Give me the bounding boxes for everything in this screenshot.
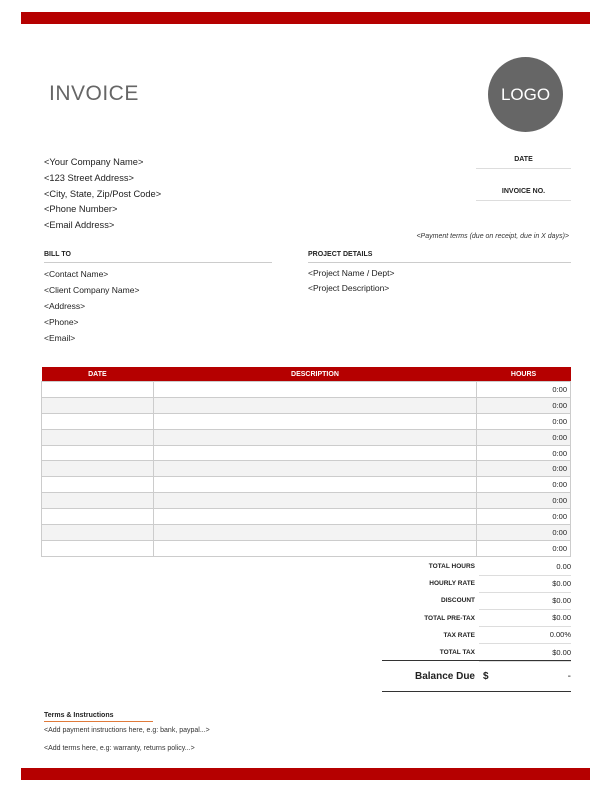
date-cell[interactable] bbox=[42, 445, 154, 461]
logo-placeholder[interactable] bbox=[488, 57, 563, 132]
total-pre-tax-row bbox=[382, 610, 571, 627]
tax-rate-label: TAX RATE bbox=[443, 631, 475, 639]
table-row bbox=[42, 382, 571, 398]
balance-due-row bbox=[382, 660, 571, 692]
discount-label: DISCOUNT bbox=[441, 597, 475, 605]
client-address[interactable]: <Address> bbox=[44, 301, 86, 311]
total-hours-row bbox=[382, 558, 571, 575]
date-cell[interactable] bbox=[42, 461, 154, 477]
column-header-hours: HOURS bbox=[477, 367, 571, 382]
hours-cell[interactable]: 0:00 bbox=[477, 461, 571, 477]
bill-to-heading: BILL TO bbox=[44, 251, 272, 263]
column-header-description: DESCRIPTION bbox=[153, 367, 476, 382]
date-label: DATE bbox=[476, 156, 571, 169]
description-cell[interactable] bbox=[153, 397, 476, 413]
hours-cell[interactable]: 0:00 bbox=[477, 397, 571, 413]
hours-cell[interactable]: 0:00 bbox=[477, 509, 571, 525]
hours-table bbox=[41, 367, 571, 557]
project-info bbox=[308, 266, 394, 297]
description-cell[interactable] bbox=[153, 509, 476, 525]
total-hours-value[interactable]: 0.00 bbox=[479, 558, 571, 576]
company-street[interactable]: <123 Street Address> bbox=[44, 172, 134, 183]
total-tax-label: TOTAL TAX bbox=[439, 649, 475, 657]
table-row bbox=[42, 509, 571, 525]
total-tax-value[interactable]: $0.00 bbox=[479, 644, 571, 662]
client-phone[interactable]: <Phone> bbox=[44, 317, 79, 327]
table-row bbox=[42, 413, 571, 429]
description-cell[interactable] bbox=[153, 477, 476, 493]
table-row bbox=[42, 397, 571, 413]
hourly-rate-label: HOURLY RATE bbox=[429, 580, 475, 588]
terms-heading: Terms & Instructions bbox=[44, 712, 153, 722]
description-cell[interactable] bbox=[153, 461, 476, 477]
total-pre-tax-label: TOTAL PRE-TAX bbox=[424, 614, 475, 622]
hours-cell[interactable]: 0:00 bbox=[477, 382, 571, 398]
date-cell[interactable] bbox=[42, 413, 154, 429]
hours-cell[interactable]: 0:00 bbox=[477, 413, 571, 429]
hours-cell[interactable]: 0:00 bbox=[477, 445, 571, 461]
date-cell[interactable] bbox=[42, 397, 154, 413]
bill-to-info bbox=[44, 266, 139, 346]
description-cell[interactable] bbox=[153, 493, 476, 509]
terms-policy[interactable]: <Add terms here, e.g: warranty, returns policy...> bbox=[44, 745, 195, 752]
tax-rate-value[interactable]: 0.00% bbox=[479, 626, 571, 644]
discount-value[interactable]: $0.00 bbox=[479, 592, 571, 610]
description-cell[interactable] bbox=[153, 445, 476, 461]
project-description[interactable]: <Project Description> bbox=[308, 283, 390, 294]
client-email[interactable]: <Email> bbox=[44, 333, 76, 343]
client-company-name[interactable]: <Client Company Name> bbox=[44, 285, 140, 295]
company-phone[interactable]: <Phone Number> bbox=[44, 204, 118, 215]
bottom-accent-bar bbox=[21, 768, 590, 780]
payment-terms-note[interactable]: <Payment terms (due on receipt, due in X days)> bbox=[416, 233, 569, 240]
company-info bbox=[44, 155, 161, 234]
tax-rate-row bbox=[382, 627, 571, 644]
hourly-rate-value[interactable]: $0.00 bbox=[479, 575, 571, 593]
description-cell[interactable] bbox=[153, 540, 476, 556]
totals-block bbox=[382, 558, 571, 661]
total-tax-row bbox=[382, 644, 571, 661]
table-row bbox=[42, 429, 571, 445]
invoice-number-label: INVOICE NO. bbox=[476, 188, 571, 201]
balance-due-label: Balance Due bbox=[414, 670, 475, 682]
table-row bbox=[42, 445, 571, 461]
description-cell[interactable] bbox=[153, 382, 476, 398]
total-pre-tax-value[interactable]: $0.00 bbox=[479, 609, 571, 627]
hours-cell[interactable]: 0:00 bbox=[477, 540, 571, 556]
hourly-rate-row bbox=[382, 575, 571, 592]
invoice-title: INVOICE bbox=[49, 82, 139, 105]
balance-due-value: - bbox=[567, 670, 571, 682]
contact-name[interactable]: <Contact Name> bbox=[44, 269, 109, 279]
hours-cell[interactable]: 0:00 bbox=[477, 429, 571, 445]
description-cell[interactable] bbox=[153, 525, 476, 541]
date-cell[interactable] bbox=[42, 493, 154, 509]
description-cell[interactable] bbox=[153, 429, 476, 445]
table-row bbox=[42, 477, 571, 493]
column-header-date: DATE bbox=[42, 367, 154, 382]
date-cell[interactable] bbox=[42, 525, 154, 541]
payment-instructions[interactable]: <Add payment instructions here, e.g: bank, paypal...> bbox=[44, 727, 210, 734]
project-name[interactable]: <Project Name / Dept> bbox=[308, 268, 395, 278]
table-row bbox=[42, 461, 571, 477]
hours-cell[interactable]: 0:00 bbox=[477, 525, 571, 541]
hours-cell[interactable]: 0:00 bbox=[477, 477, 571, 493]
hours-cell[interactable]: 0:00 bbox=[477, 493, 571, 509]
table-row bbox=[42, 525, 571, 541]
date-cell[interactable] bbox=[42, 429, 154, 445]
total-hours-label: TOTAL HOURS bbox=[428, 563, 475, 571]
company-city[interactable]: <City, State, Zip/Post Code> bbox=[44, 188, 162, 199]
discount-row bbox=[382, 592, 571, 609]
date-cell[interactable] bbox=[42, 382, 154, 398]
logo-text: LOGO bbox=[500, 84, 551, 104]
table-row bbox=[42, 493, 571, 509]
date-cell[interactable] bbox=[42, 509, 154, 525]
balance-currency: $ bbox=[483, 670, 489, 682]
description-cell[interactable] bbox=[153, 413, 476, 429]
table-row bbox=[42, 540, 571, 556]
company-name[interactable]: <Your Company Name> bbox=[44, 157, 144, 167]
date-cell[interactable] bbox=[42, 477, 154, 493]
top-accent-bar bbox=[21, 12, 590, 24]
date-cell[interactable] bbox=[42, 540, 154, 556]
table-header-row bbox=[42, 367, 571, 382]
project-details-heading: PROJECT DETAILS bbox=[308, 251, 571, 263]
company-email[interactable]: <Email Address> bbox=[44, 220, 115, 231]
